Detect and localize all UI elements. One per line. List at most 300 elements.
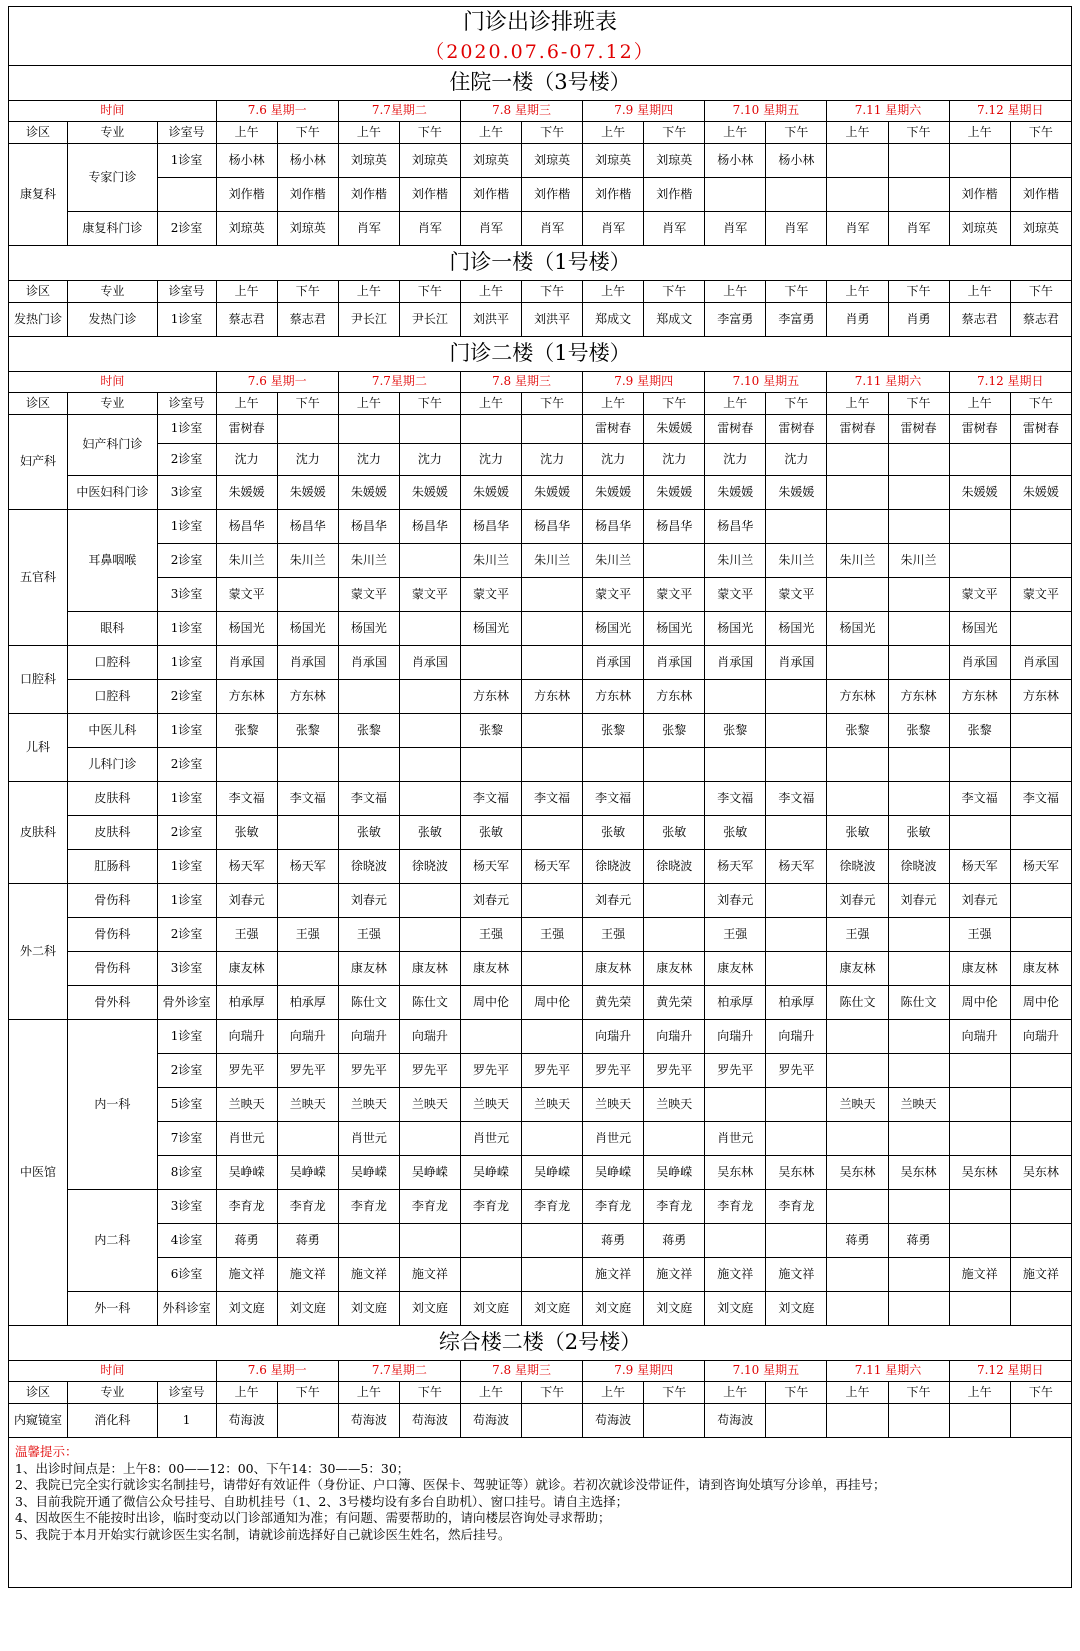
specialty-cell: 康复科门诊 — [68, 212, 158, 246]
doctor-cell: 朱川兰 — [460, 544, 521, 578]
room-cell: 3诊室 — [157, 952, 216, 986]
doctor-cell: 杨昌华 — [522, 510, 583, 544]
doctor-cell: 方东林 — [460, 680, 521, 714]
pm-header: 下午 — [766, 1382, 827, 1404]
doctor-cell — [216, 748, 277, 782]
doctor-cell: 沈力 — [216, 444, 277, 476]
room-cell: 1诊室 — [157, 782, 216, 816]
doctor-cell — [399, 612, 460, 646]
doctor-cell: 兰映天 — [644, 1088, 705, 1122]
section-header-row — [9, 1326, 1072, 1361]
doctor-cell — [827, 178, 888, 212]
area-cell: 口腔科 — [9, 646, 68, 714]
doctor-cell — [766, 680, 827, 714]
doctor-cell: 康友林 — [644, 952, 705, 986]
day-header: 7.10 星期五 — [705, 101, 827, 122]
doctor-cell — [705, 1224, 766, 1258]
doctor-cell: 刘作楷 — [338, 178, 399, 212]
doctor-cell: 吴东林 — [766, 1156, 827, 1190]
doctor-cell: 蒋勇 — [644, 1224, 705, 1258]
doctor-cell: 朱媛媛 — [1010, 476, 1071, 510]
doctor-cell: 杨昌华 — [460, 510, 521, 544]
doctor-cell — [888, 612, 949, 646]
am-header: 上午 — [705, 122, 766, 144]
time-header-row — [9, 101, 1072, 122]
doctor-cell: 肖承国 — [277, 646, 338, 680]
section-header-row — [9, 66, 1072, 101]
doctor-cell: 蒙文平 — [399, 578, 460, 612]
am-header: 上午 — [827, 281, 888, 303]
pm-header: 下午 — [1010, 393, 1071, 415]
doctor-cell: 朱媛媛 — [644, 476, 705, 510]
schedule-row — [9, 646, 1072, 680]
pm-header: 下午 — [277, 122, 338, 144]
section-title: 门诊一楼（1号楼） — [9, 246, 1072, 281]
doctor-cell — [644, 544, 705, 578]
doctor-cell: 肖承国 — [705, 646, 766, 680]
am-header: 上午 — [216, 1382, 277, 1404]
time-label: 时间 — [9, 101, 217, 122]
doctor-cell: 蒙文平 — [1010, 578, 1071, 612]
doctor-cell — [277, 884, 338, 918]
doctor-cell — [460, 646, 521, 680]
doctor-cell — [583, 748, 644, 782]
notes-row — [9, 1438, 1072, 1588]
doctor-cell — [522, 816, 583, 850]
doctor-cell: 徐晓波 — [644, 850, 705, 884]
doctor-cell: 朱川兰 — [888, 544, 949, 578]
doctor-cell: 杨昌华 — [338, 510, 399, 544]
room-cell: 1诊室 — [157, 1020, 216, 1054]
schedule-row — [9, 444, 1072, 476]
doctor-cell — [1010, 1404, 1071, 1438]
doctor-cell: 张黎 — [705, 714, 766, 748]
doctor-cell — [399, 884, 460, 918]
doctor-cell: 肖军 — [766, 212, 827, 246]
doctor-cell: 杨天军 — [277, 850, 338, 884]
doctor-cell — [522, 578, 583, 612]
doctor-cell: 康友林 — [216, 952, 277, 986]
pm-header: 下午 — [399, 393, 460, 415]
day-header: 7.11 星期六 — [827, 372, 949, 393]
room-header: 诊室号 — [157, 1382, 216, 1404]
doctor-cell: 沈力 — [277, 444, 338, 476]
doctor-cell — [888, 510, 949, 544]
doctor-cell — [827, 1190, 888, 1224]
doctor-cell — [705, 680, 766, 714]
doctor-cell: 李育龙 — [766, 1190, 827, 1224]
am-header: 上午 — [460, 281, 521, 303]
note-line: 4、因故医生不能按时出诊，临时变动以门诊部通知为准；有问题、需要帮助的，请向楼层咨询处寻求帮助； — [15, 1510, 611, 1525]
doctor-cell: 李文福 — [522, 782, 583, 816]
doctor-cell: 杨国光 — [705, 612, 766, 646]
doctor-cell: 陈仕文 — [399, 986, 460, 1020]
doctor-cell — [338, 415, 399, 444]
doctor-cell: 蔡志君 — [216, 303, 277, 337]
doctor-cell: 肖世元 — [338, 1122, 399, 1156]
pm-header: 下午 — [644, 393, 705, 415]
doctor-cell: 蔡志君 — [949, 303, 1010, 337]
column-header-row — [9, 281, 1072, 303]
doctor-cell — [766, 1404, 827, 1438]
room-cell: 1诊室 — [157, 510, 216, 544]
doctor-cell: 罗先平 — [460, 1054, 521, 1088]
doctor-cell: 朱川兰 — [216, 544, 277, 578]
specialty-cell: 儿科门诊 — [68, 748, 158, 782]
doctor-cell — [827, 646, 888, 680]
specialty-cell: 外一科 — [68, 1292, 158, 1326]
area-header: 诊区 — [9, 1382, 68, 1404]
title-row — [9, 7, 1072, 40]
am-header: 上午 — [705, 393, 766, 415]
pm-header: 下午 — [644, 1382, 705, 1404]
am-header: 上午 — [338, 122, 399, 144]
doctor-cell: 兰映天 — [888, 1088, 949, 1122]
doctor-cell: 雷树春 — [216, 415, 277, 444]
area-cell: 外二科 — [9, 884, 68, 1020]
doctor-cell: 朱媛媛 — [338, 476, 399, 510]
doctor-cell: 吴峥嵘 — [277, 1156, 338, 1190]
doctor-cell: 李文福 — [277, 782, 338, 816]
doctor-cell: 肖承国 — [1010, 646, 1071, 680]
doctor-cell: 刘文庭 — [399, 1292, 460, 1326]
doctor-cell — [888, 1292, 949, 1326]
doctor-cell: 杨天军 — [1010, 850, 1071, 884]
doctor-cell: 刘文庭 — [338, 1292, 399, 1326]
doctor-cell — [1010, 1224, 1071, 1258]
doctor-cell: 刘作楷 — [1010, 178, 1071, 212]
doctor-cell: 刘琼英 — [460, 144, 521, 178]
doctor-cell: 刘春元 — [460, 884, 521, 918]
doctor-cell — [766, 714, 827, 748]
section-header-row — [9, 337, 1072, 372]
doctor-cell — [827, 748, 888, 782]
doctor-cell: 李文福 — [705, 782, 766, 816]
doctor-cell — [1010, 714, 1071, 748]
doctor-cell: 王强 — [949, 918, 1010, 952]
doctor-cell — [888, 1122, 949, 1156]
day-header: 7.6 星期一 — [216, 101, 338, 122]
doctor-cell — [399, 544, 460, 578]
pm-header: 下午 — [522, 281, 583, 303]
area-cell: 中医馆 — [9, 1020, 68, 1326]
doctor-cell: 向瑞升 — [1010, 1020, 1071, 1054]
doctor-cell: 施文祥 — [216, 1258, 277, 1292]
doctor-cell — [827, 1292, 888, 1326]
doctor-cell: 徐晓波 — [338, 850, 399, 884]
doctor-cell: 向瑞升 — [277, 1020, 338, 1054]
doctor-cell: 康友林 — [399, 952, 460, 986]
doctor-cell: 陈仕文 — [827, 986, 888, 1020]
doctor-cell: 刘琼英 — [644, 144, 705, 178]
doctor-cell: 黄先荣 — [644, 986, 705, 1020]
doctor-cell: 康友林 — [1010, 952, 1071, 986]
doctor-cell: 蒙文平 — [949, 578, 1010, 612]
doctor-cell: 吴峥嵘 — [522, 1156, 583, 1190]
room-header: 诊室号 — [157, 281, 216, 303]
room-cell: 5诊室 — [157, 1088, 216, 1122]
doctor-cell: 罗先平 — [216, 1054, 277, 1088]
doctor-cell: 施文祥 — [399, 1258, 460, 1292]
schedule-row — [9, 144, 1072, 178]
doctor-cell: 蒋勇 — [277, 1224, 338, 1258]
section-header-row — [9, 246, 1072, 281]
am-header: 上午 — [583, 1382, 644, 1404]
time-label: 时间 — [9, 372, 217, 393]
doctor-cell — [399, 415, 460, 444]
doctor-cell — [522, 952, 583, 986]
schedule-row — [9, 680, 1072, 714]
doctor-cell: 杨国光 — [949, 612, 1010, 646]
doctor-cell: 向瑞升 — [949, 1020, 1010, 1054]
doctor-cell — [888, 144, 949, 178]
doctor-cell — [827, 782, 888, 816]
specialty-cell: 肛肠科 — [68, 850, 158, 884]
doctor-cell — [522, 612, 583, 646]
doctor-cell: 刘文庭 — [216, 1292, 277, 1326]
doctor-cell: 肖军 — [827, 212, 888, 246]
area-header: 诊区 — [9, 122, 68, 144]
doctor-cell — [522, 1258, 583, 1292]
schedule-row — [9, 1224, 1072, 1258]
doctor-cell: 蒋勇 — [827, 1224, 888, 1258]
doctor-cell — [1010, 144, 1071, 178]
doctor-cell: 方东林 — [1010, 680, 1071, 714]
column-header-row — [9, 1382, 1072, 1404]
room-cell: 骨外诊室 — [157, 986, 216, 1020]
date-row — [9, 40, 1072, 66]
area-cell: 发热门诊 — [9, 303, 68, 337]
note-line: 1、出诊时间点是：上午8：00——12：00、下午14：30——5：30； — [15, 1460, 410, 1476]
room-cell: 1诊室 — [157, 884, 216, 918]
schedule-row — [9, 1020, 1072, 1054]
doctor-cell: 李文福 — [949, 782, 1010, 816]
doctor-cell — [827, 476, 888, 510]
pm-header: 下午 — [888, 281, 949, 303]
doctor-cell: 陈仕文 — [888, 986, 949, 1020]
area-cell: 五官科 — [9, 510, 68, 646]
doctor-cell: 肖承国 — [644, 646, 705, 680]
doctor-cell: 方东林 — [583, 680, 644, 714]
doctor-cell: 肖军 — [644, 212, 705, 246]
doctor-cell: 肖军 — [522, 212, 583, 246]
page-title: 门诊出诊排班表 — [9, 7, 1072, 40]
doctor-cell — [888, 646, 949, 680]
pm-header: 下午 — [888, 393, 949, 415]
doctor-cell: 刘春元 — [583, 884, 644, 918]
doctor-cell: 向瑞升 — [338, 1020, 399, 1054]
doctor-cell: 肖世元 — [583, 1122, 644, 1156]
area-header: 诊区 — [9, 281, 68, 303]
doctor-cell: 沈力 — [338, 444, 399, 476]
doctor-cell — [949, 510, 1010, 544]
doctor-cell: 朱媛媛 — [399, 476, 460, 510]
doctor-cell — [766, 816, 827, 850]
doctor-cell: 刘文庭 — [766, 1292, 827, 1326]
pm-header: 下午 — [277, 393, 338, 415]
specialty-cell: 发热门诊 — [68, 303, 158, 337]
time-header-row — [9, 372, 1072, 393]
schedule-row — [9, 1292, 1072, 1326]
doctor-cell: 李育龙 — [216, 1190, 277, 1224]
doctor-cell — [277, 1404, 338, 1438]
am-header: 上午 — [460, 393, 521, 415]
doctor-cell: 杨昌华 — [216, 510, 277, 544]
doctor-cell: 杨小林 — [277, 144, 338, 178]
doctor-cell: 王强 — [338, 918, 399, 952]
doctor-cell: 杨昌华 — [705, 510, 766, 544]
doctor-cell: 沈力 — [705, 444, 766, 476]
am-header: 上午 — [949, 393, 1010, 415]
doctor-cell: 朱川兰 — [766, 544, 827, 578]
doctor-cell: 施文祥 — [644, 1258, 705, 1292]
specialty-cell: 中医儿科 — [68, 714, 158, 748]
schedule-row — [9, 476, 1072, 510]
doctor-cell — [766, 1122, 827, 1156]
doctor-cell: 刘文庭 — [277, 1292, 338, 1326]
doctor-cell: 方东林 — [277, 680, 338, 714]
doctor-cell: 张敏 — [399, 816, 460, 850]
doctor-cell: 吴峥嵘 — [399, 1156, 460, 1190]
day-header: 7.8 星期三 — [460, 1361, 582, 1382]
doctor-cell — [949, 1292, 1010, 1326]
doctor-cell: 肖承国 — [399, 646, 460, 680]
pm-header: 下午 — [522, 1382, 583, 1404]
doctor-cell — [1010, 1122, 1071, 1156]
doctor-cell: 张敏 — [583, 816, 644, 850]
doctor-cell — [399, 680, 460, 714]
specialty-cell: 内一科 — [68, 1020, 158, 1190]
am-header: 上午 — [583, 393, 644, 415]
room-header: 诊室号 — [157, 122, 216, 144]
doctor-cell: 刘春元 — [705, 884, 766, 918]
doctor-cell: 肖世元 — [460, 1122, 521, 1156]
am-header: 上午 — [949, 281, 1010, 303]
am-header: 上午 — [216, 281, 277, 303]
doctor-cell — [1010, 510, 1071, 544]
doctor-cell — [399, 918, 460, 952]
doctor-cell: 张敏 — [460, 816, 521, 850]
doctor-cell: 沈力 — [399, 444, 460, 476]
doctor-cell — [766, 918, 827, 952]
doctor-cell — [827, 1122, 888, 1156]
doctor-cell: 李育龙 — [399, 1190, 460, 1224]
doctor-cell: 刘文庭 — [705, 1292, 766, 1326]
doctor-cell: 杨国光 — [338, 612, 399, 646]
doctor-cell: 苟海波 — [338, 1404, 399, 1438]
doctor-cell: 罗先平 — [399, 1054, 460, 1088]
doctor-cell: 吴东林 — [888, 1156, 949, 1190]
schedule-row — [9, 986, 1072, 1020]
doctor-cell: 肖承国 — [766, 646, 827, 680]
schedule-table — [8, 6, 1072, 1588]
time-header-row — [9, 1361, 1072, 1382]
doctor-cell: 吴东林 — [705, 1156, 766, 1190]
doctor-cell: 朱媛媛 — [705, 476, 766, 510]
doctor-cell: 刘文庭 — [522, 1292, 583, 1326]
doctor-cell — [522, 748, 583, 782]
doctor-cell — [827, 1020, 888, 1054]
schedule-row — [9, 1122, 1072, 1156]
notes-box — [9, 1438, 1072, 1588]
doctor-cell: 肖军 — [888, 212, 949, 246]
doctor-cell — [949, 1404, 1010, 1438]
doctor-cell: 向瑞升 — [644, 1020, 705, 1054]
doctor-cell: 朱川兰 — [705, 544, 766, 578]
doctor-cell — [277, 748, 338, 782]
specialty-cell: 妇产科门诊 — [68, 415, 158, 476]
schedule-row — [9, 850, 1072, 884]
doctor-cell: 吴峥嵘 — [216, 1156, 277, 1190]
doctor-cell — [949, 1054, 1010, 1088]
note-line: 2、我院已完全实行就诊实名制挂号，请带好有效证件（身份证、户口簿、医保卡、驾驶证等）就诊。若初次就诊没带证件，请到咨询处填写分诊单，再挂号； — [15, 1477, 886, 1492]
doctor-cell — [522, 415, 583, 444]
doctor-cell: 苟海波 — [460, 1404, 521, 1438]
doctor-cell: 肖军 — [338, 212, 399, 246]
doctor-cell: 杨昌华 — [583, 510, 644, 544]
schedule-row — [9, 612, 1072, 646]
doctor-cell — [888, 918, 949, 952]
doctor-cell: 雷树春 — [949, 415, 1010, 444]
doctor-cell: 李育龙 — [277, 1190, 338, 1224]
day-header: 7.12 星期日 — [949, 372, 1071, 393]
pm-header: 下午 — [399, 122, 460, 144]
day-header: 7.10 星期五 — [705, 372, 827, 393]
doctor-cell — [399, 1224, 460, 1258]
doctor-cell — [399, 748, 460, 782]
doctor-cell: 沈力 — [522, 444, 583, 476]
doctor-cell: 刘作楷 — [522, 178, 583, 212]
doctor-cell: 向瑞升 — [399, 1020, 460, 1054]
doctor-cell: 方东林 — [522, 680, 583, 714]
doctor-cell: 李育龙 — [705, 1190, 766, 1224]
doctor-cell: 刘作楷 — [949, 178, 1010, 212]
schedule-row — [9, 816, 1072, 850]
am-header: 上午 — [705, 1382, 766, 1404]
doctor-cell: 李文福 — [216, 782, 277, 816]
doctor-cell — [766, 748, 827, 782]
specialty-cell: 骨伤科 — [68, 952, 158, 986]
schedule-row — [9, 1190, 1072, 1224]
doctor-cell — [705, 748, 766, 782]
doctor-cell: 李富勇 — [705, 303, 766, 337]
doctor-cell: 方东林 — [888, 680, 949, 714]
section-title: 门诊二楼（1号楼） — [9, 337, 1072, 372]
doctor-cell: 张黎 — [644, 714, 705, 748]
doctor-cell: 朱川兰 — [277, 544, 338, 578]
doctor-cell — [888, 1190, 949, 1224]
doctor-cell: 刘文庭 — [583, 1292, 644, 1326]
pm-header: 下午 — [399, 281, 460, 303]
doctor-cell: 方东林 — [644, 680, 705, 714]
am-header: 上午 — [827, 122, 888, 144]
am-header: 上午 — [460, 1382, 521, 1404]
doctor-cell: 施文祥 — [766, 1258, 827, 1292]
doctor-cell: 康友林 — [827, 952, 888, 986]
schedule-document — [8, 6, 1072, 1588]
doctor-cell: 刘春元 — [338, 884, 399, 918]
doctor-cell: 雷树春 — [766, 415, 827, 444]
doctor-cell — [766, 178, 827, 212]
doctor-cell — [766, 952, 827, 986]
doctor-cell: 刘文庭 — [460, 1292, 521, 1326]
specialty-cell: 骨外科 — [68, 986, 158, 1020]
doctor-cell: 张黎 — [827, 714, 888, 748]
pm-header: 下午 — [277, 281, 338, 303]
doctor-cell — [277, 1122, 338, 1156]
day-header: 7.7星期二 — [338, 1361, 460, 1382]
doctor-cell: 郑成文 — [583, 303, 644, 337]
